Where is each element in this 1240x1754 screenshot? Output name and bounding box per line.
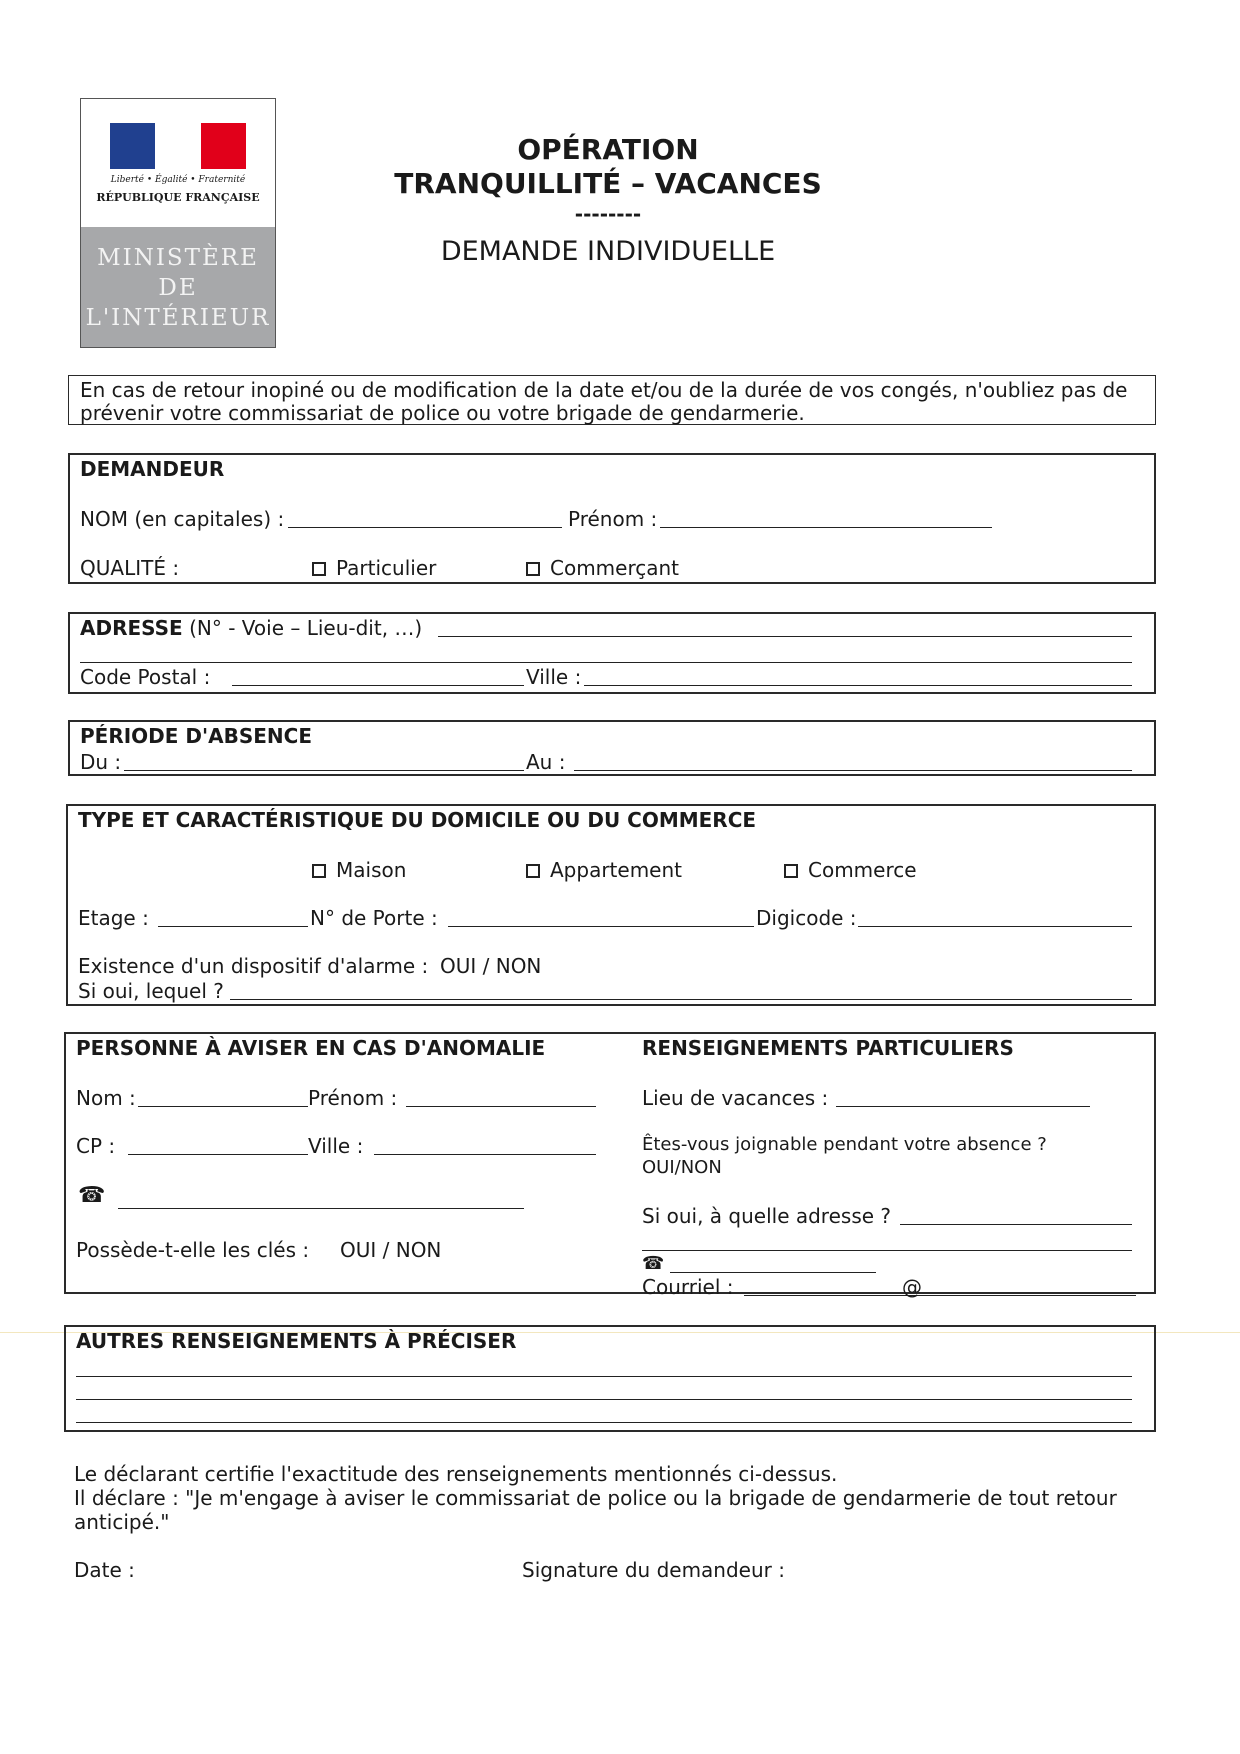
autres-heading: AUTRES RENSEIGNEMENTS À PRÉCISER xyxy=(76,1329,517,1353)
du-label: Du : xyxy=(80,750,122,774)
adresse-vacances-label: Si oui, à quelle adresse ? xyxy=(642,1204,892,1228)
digicode-field[interactable] xyxy=(858,926,1132,927)
adresse-field-1[interactable] xyxy=(438,636,1132,637)
maison-label: Maison xyxy=(336,858,407,882)
personne-nom-label: Nom : xyxy=(76,1086,136,1110)
adresse-vacances-field-1[interactable] xyxy=(900,1224,1132,1225)
logo-devise: Liberté • Égalité • Fraternité xyxy=(110,175,246,185)
notice-line1: En cas de retour inopiné ou de modification de la date et/ou de la durée de vos congés, n'oubliez pas de xyxy=(80,378,1128,402)
maison-checkbox[interactable] xyxy=(312,864,326,878)
personne-cp-field[interactable] xyxy=(128,1154,308,1155)
autres-field-2[interactable] xyxy=(76,1399,1132,1400)
alarme-label: Existence d'un dispositif d'alarme : xyxy=(78,954,429,978)
logo-ministere-line1: MINISTÈRE xyxy=(97,245,259,271)
appartement-label: Appartement xyxy=(550,858,683,882)
declare-line2: anticipé." xyxy=(74,1510,170,1534)
phone-icon: ☎ xyxy=(78,1183,106,1208)
commercant-checkbox[interactable] xyxy=(526,562,540,576)
nom-label: NOM (en capitales) : xyxy=(80,507,285,531)
demandeur-heading: DEMANDEUR xyxy=(80,457,225,481)
option-commercant[interactable] xyxy=(526,556,679,580)
flag-white xyxy=(155,123,200,169)
qualite-label: QUALITÉ : xyxy=(80,556,180,580)
etage-label: Etage : xyxy=(78,906,149,930)
prenom-label: Prénom : xyxy=(568,507,658,531)
courriel-label: Courriel : xyxy=(642,1275,734,1299)
type-heading: TYPE ET CARACTÉRISTIQUE DU DOMICILE OU DU COMMERCE xyxy=(78,808,757,832)
courriel-field[interactable] xyxy=(744,1295,1136,1296)
cp-label: Code Postal : xyxy=(80,665,211,689)
lieu-field[interactable] xyxy=(836,1106,1090,1107)
commerce-checkbox[interactable] xyxy=(784,864,798,878)
adresse-field-2[interactable] xyxy=(80,662,1132,663)
logo-ministere-line3: L'INTÉRIEUR xyxy=(85,305,271,331)
alarme-value[interactable]: OUI / NON xyxy=(440,954,542,978)
cles-label: Possède-t-elle les clés : xyxy=(76,1238,310,1262)
personne-ville-field[interactable] xyxy=(374,1154,596,1155)
periode-heading: PÉRIODE D'ABSENCE xyxy=(80,724,312,748)
adresse-heading: ADRESSE xyxy=(80,616,183,640)
lieu-label: Lieu de vacances : xyxy=(642,1086,829,1110)
joignable-value[interactable]: OUI/NON xyxy=(642,1157,722,1178)
du-field[interactable] xyxy=(124,770,524,771)
etage-field[interactable] xyxy=(158,926,308,927)
au-field[interactable] xyxy=(574,770,1132,771)
cles-value[interactable]: OUI / NON xyxy=(340,1238,442,1262)
title-line2: TRANQUILLITÉ – VACANCES xyxy=(394,167,822,200)
adresse-heading-row xyxy=(80,616,422,640)
porte-label: N° de Porte : xyxy=(310,906,438,930)
joignable-label: Êtes-vous joignable pendant votre absence ? xyxy=(642,1134,1047,1155)
certify-text: Le déclarant certifie l'exactitude des renseignements mentionnés ci-dessus. xyxy=(74,1462,838,1486)
personne-prenom-label: Prénom : xyxy=(308,1086,398,1110)
au-label: Au : xyxy=(526,750,566,774)
ville-label: Ville : xyxy=(526,665,582,689)
logo-ministere-panel xyxy=(81,227,275,347)
logo-top-panel xyxy=(81,99,275,227)
autres-field-3[interactable] xyxy=(76,1422,1132,1423)
appartement-checkbox[interactable] xyxy=(526,864,540,878)
renseignements-heading: RENSEIGNEMENTS PARTICULIERS xyxy=(642,1036,1014,1060)
commercant-label: Commerçant xyxy=(550,556,680,580)
porte-field[interactable] xyxy=(448,926,754,927)
commerce-label: Commerce xyxy=(808,858,917,882)
ministere-logo xyxy=(80,98,276,348)
option-maison[interactable] xyxy=(312,858,406,882)
declare-line1: Il déclare : "Je m'engage à aviser le commissariat de police ou la brigade de gendarmerie de tout retour xyxy=(74,1486,1117,1510)
notice-line2: prévenir votre commissariat de police ou votre brigade de gendarmerie. xyxy=(80,401,805,425)
signature-label: Signature du demandeur : xyxy=(522,1558,785,1582)
flag-blue xyxy=(110,123,155,169)
renseignements-phone-field[interactable] xyxy=(670,1272,876,1273)
title-line1: OPÉRATION xyxy=(517,133,699,166)
lequel-field[interactable] xyxy=(230,999,1132,1000)
ville-field[interactable] xyxy=(584,685,1132,686)
particulier-checkbox[interactable] xyxy=(312,562,326,576)
option-commerce[interactable] xyxy=(784,858,917,882)
option-particulier[interactable] xyxy=(312,556,436,580)
particulier-label: Particulier xyxy=(336,556,437,580)
logo-republique: RÉPUBLIQUE FRANÇAISE xyxy=(96,191,260,204)
personne-prenom-field[interactable] xyxy=(406,1106,596,1107)
marianne-flag xyxy=(110,123,246,169)
lequel-label: Si oui, lequel ? xyxy=(78,979,224,1003)
phone-icon: ☎ xyxy=(642,1253,665,1274)
autres-field-1[interactable] xyxy=(76,1376,1132,1377)
flag-red xyxy=(201,123,246,169)
personne-nom-field[interactable] xyxy=(138,1106,308,1107)
prenom-field[interactable] xyxy=(660,527,992,528)
personne-ville-label: Ville : xyxy=(308,1134,364,1158)
option-appartement[interactable] xyxy=(526,858,682,882)
adresse-hint: (N° - Voie – Lieu-dit, …) xyxy=(189,616,423,640)
logo-ministere-line2: DE xyxy=(158,275,198,301)
courriel-at: @ xyxy=(902,1275,922,1299)
title-separator: -------- xyxy=(574,202,642,226)
digicode-label: Digicode : xyxy=(756,906,857,930)
cp-field[interactable] xyxy=(232,685,524,686)
subtitle: DEMANDE INDIVIDUELLE xyxy=(440,236,776,267)
personne-heading: PERSONNE À AVISER EN CAS D'ANOMALIE xyxy=(76,1036,546,1060)
date-label: Date : xyxy=(74,1558,135,1582)
personne-phone-field[interactable] xyxy=(118,1208,524,1209)
nom-field[interactable] xyxy=(288,527,562,528)
adresse-vacances-field-2[interactable] xyxy=(642,1250,1132,1251)
personne-cp-label: CP : xyxy=(76,1134,116,1158)
